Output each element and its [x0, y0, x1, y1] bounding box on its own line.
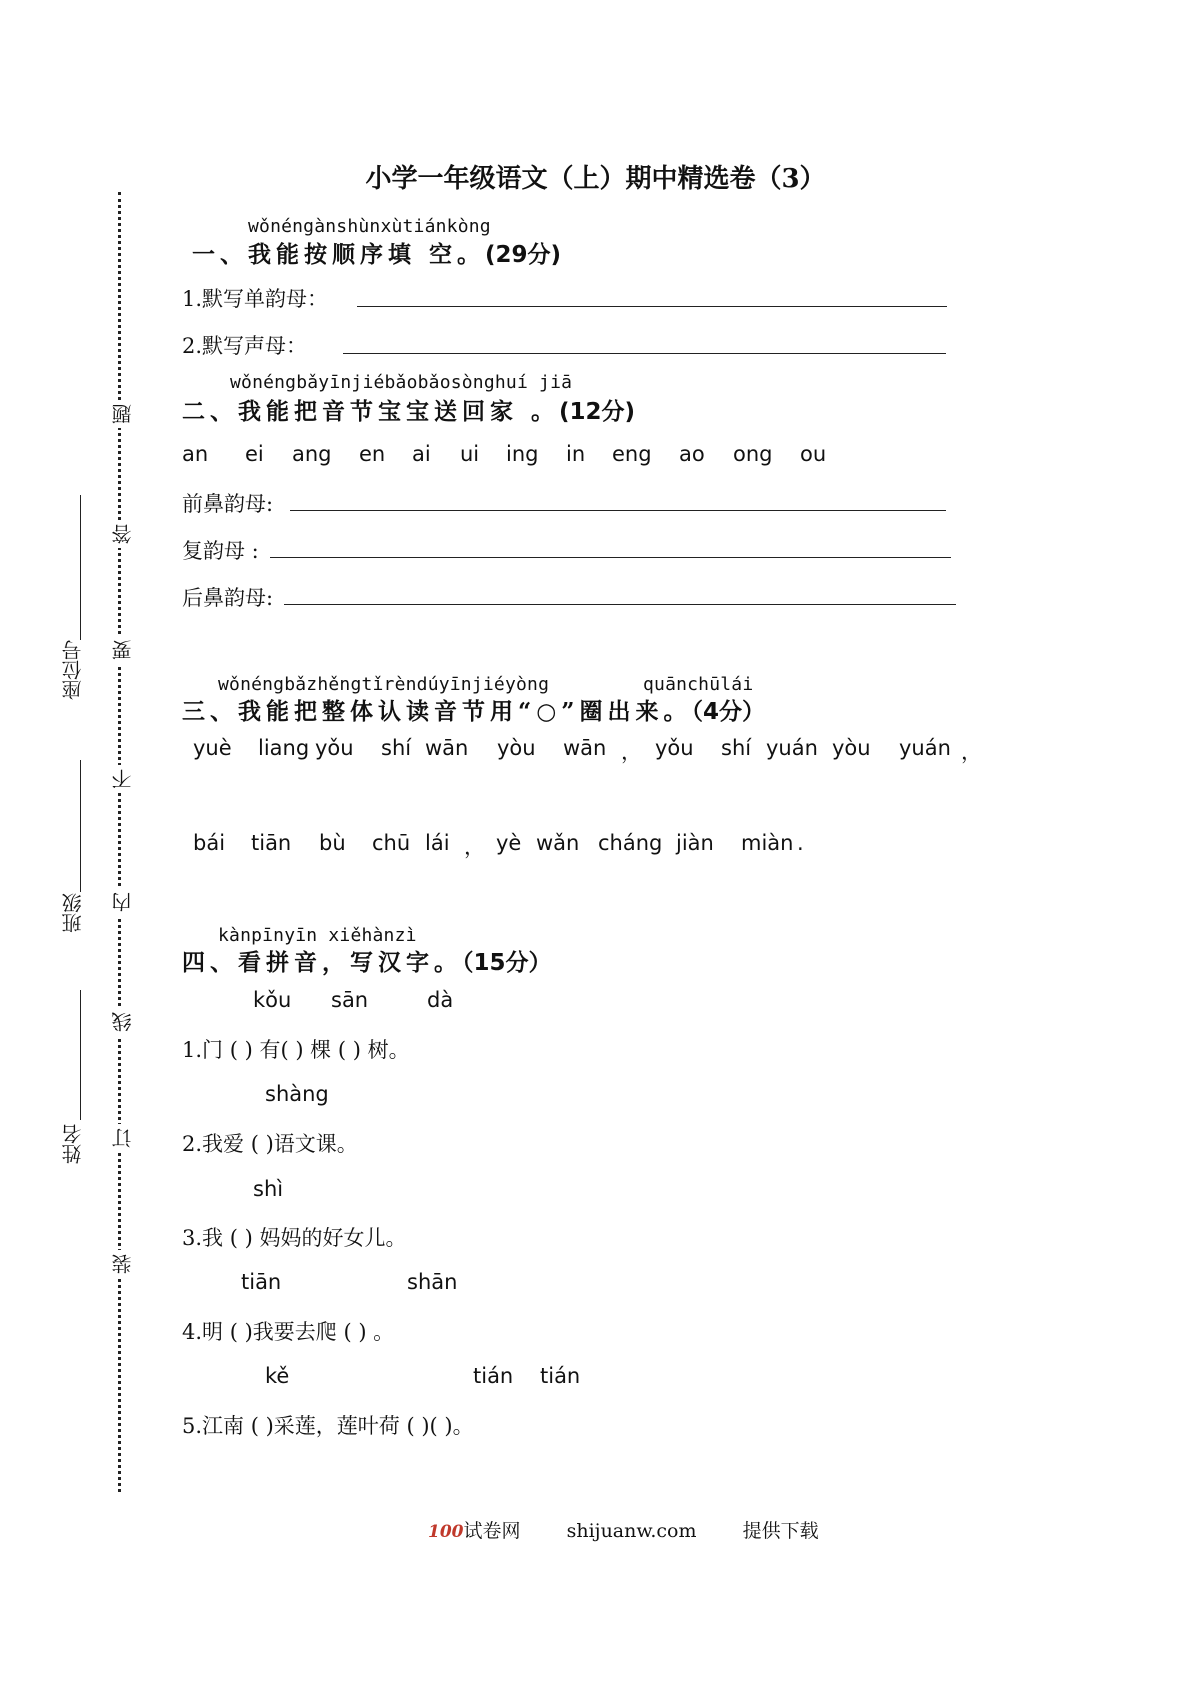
margin-char: 题 [108, 400, 137, 428]
s3-syllable[interactable]: yòu [832, 736, 871, 760]
margin-char: 答 [108, 520, 137, 548]
margin-char: 要 [108, 636, 137, 664]
class-label: 班级 [61, 893, 85, 933]
s3-syllable[interactable]: miàn [741, 831, 794, 855]
s3-syllable[interactable]: yǒu [315, 736, 354, 760]
q3-pinyin: shì [253, 1177, 284, 1201]
footer-note: 提供下载 [742, 1520, 819, 1542]
name-label: 姓名 [61, 1124, 85, 1164]
name-line [80, 990, 81, 1120]
q1-pinyin-1: kǒu [253, 988, 292, 1012]
section4-pinyin: kànpīnyīn xiěhànzì [218, 925, 417, 946]
s3-syllable[interactable]: chū [372, 831, 411, 855]
s3-syllable[interactable]: lái [425, 831, 450, 855]
final-ing: ing [506, 442, 539, 466]
s3-syllable[interactable]: wān [563, 736, 607, 760]
section1-title: 一、我能按顺序填 空。 [192, 241, 486, 268]
section2-heading [182, 393, 635, 426]
site-logo: 100 [428, 1522, 464, 1542]
s2-item-1-blank[interactable] [290, 510, 946, 511]
section4-score: （15分） [462, 950, 552, 976]
final-ei: ei [245, 442, 264, 466]
final-eng: eng [612, 442, 652, 466]
s3-syllable[interactable]: shí [721, 736, 752, 760]
final-ao: ao [679, 442, 705, 466]
final-en: en [359, 442, 386, 466]
s3-syllable[interactable]: yuè [193, 736, 232, 760]
q2-pinyin: shàng [265, 1082, 329, 1106]
q5-pinyin-1: kě [265, 1364, 290, 1388]
s3-syllable[interactable]: shí [381, 736, 412, 760]
binding-dotted-line [118, 192, 121, 1492]
section1-pinyin: wǒnéngànshùnxùtiánkòng [248, 216, 491, 237]
q5-pinyin-2: tián [473, 1364, 514, 1388]
section4-heading [182, 944, 552, 977]
q1-pinyin-2: sān [331, 988, 369, 1012]
section3-pinyin-2: quānchūlái [643, 674, 754, 695]
section2-pinyin: wǒnéngbǎyīnjiébǎobǎosònghuí jiā [230, 372, 573, 393]
question-4[interactable]: 4.明 ( )我要去爬 ( ) 。 [182, 1320, 395, 1344]
final-ou: ou [800, 442, 827, 466]
section3-score: （4分） [691, 699, 766, 725]
s3-syllable[interactable]: jiàn [676, 831, 714, 855]
section3-pinyin: wǒnéngbǎzhěngtǐrèndúyīnjiéyòng [218, 674, 550, 695]
section2-title: 二、我能把音节宝宝送回家 。 [182, 398, 560, 425]
q5-pinyin-3: tián [540, 1364, 581, 1388]
final-in: in [566, 442, 586, 466]
s3-syllable[interactable]: liang [258, 736, 310, 760]
question-3[interactable]: 3.我 ( ) 妈妈的好女儿。 [182, 1226, 407, 1250]
final-ui: ui [460, 442, 480, 466]
section3-heading [182, 693, 765, 726]
final-ang: ang [292, 442, 332, 466]
s1-item-1-label: 1.默写单韵母： [182, 287, 329, 311]
s3-syllable[interactable]: yè [496, 831, 522, 855]
s3-syllable[interactable]: yòu [497, 736, 536, 760]
margin-char: 内 [108, 888, 137, 916]
section4-title: 四、看拼音，写汉字。 [182, 949, 462, 976]
section1-score: (29分) [485, 242, 562, 268]
section1-heading [192, 236, 561, 269]
s1-item-1-blank[interactable] [357, 306, 947, 307]
s2-item-3-blank[interactable] [284, 604, 956, 605]
s3-punct: ， [961, 740, 982, 764]
section2-score: (12分) [559, 399, 636, 425]
s2-item-2-label: 复韵母 : [182, 539, 259, 563]
footer [428, 1516, 819, 1543]
s1-item-2-blank[interactable] [343, 353, 946, 354]
final-an: an [182, 442, 209, 466]
class-line [80, 760, 81, 892]
s3-syllable[interactable]: tiān [251, 831, 292, 855]
s2-item-2-blank[interactable] [270, 557, 951, 558]
final-ong: ong [733, 442, 773, 466]
section3-title: 三、我能把整体认读音节用“○”圈出来。 [182, 698, 692, 725]
margin-char: 线 [108, 1008, 137, 1036]
s3-syllable[interactable]: bù [319, 831, 346, 855]
seat-number-line [80, 495, 81, 640]
margin-char: 装 [108, 1250, 137, 1278]
final-ai: ai [412, 442, 431, 466]
seat-number-label: 座位号 [61, 640, 85, 700]
s3-syllable[interactable]: cháng [598, 831, 663, 855]
q4-pinyin-2: shān [407, 1270, 458, 1294]
footer-site-url[interactable]: shijuanw.com [566, 1520, 697, 1542]
question-2[interactable]: 2.我爱 ( )语文课。 [182, 1132, 358, 1156]
q1-pinyin-3: dà [427, 988, 454, 1012]
q4-pinyin-1: tiān [241, 1270, 282, 1294]
s3-syllable[interactable]: yuán [766, 736, 818, 760]
s3-syllable[interactable]: yuán [899, 736, 951, 760]
margin-char: 不 [108, 765, 137, 793]
footer-site-cn: 试卷网 [463, 1520, 521, 1542]
s3-syllable[interactable]: wān [425, 736, 469, 760]
s3-punct: ， [464, 835, 485, 859]
s3-syllable[interactable]: yǒu [655, 736, 694, 760]
s3-punct: ， [621, 740, 642, 764]
s3-syllable[interactable]: bái [193, 831, 226, 855]
s2-item-1-label: 前鼻韵母: [182, 492, 274, 516]
page-title: 小学一年级语文（上）期中精选卷（3） [365, 164, 826, 194]
s1-item-2-label: 2.默写声母： [182, 334, 308, 358]
s3-syllable[interactable]: wǎn [536, 831, 580, 855]
margin-char: 订 [108, 1124, 137, 1152]
s2-item-3-label: 后鼻韵母: [182, 586, 274, 610]
question-5[interactable]: 5.江南 ( )采莲，莲叶荷 ( )( )。 [182, 1414, 474, 1438]
s3-punct: . [797, 831, 804, 855]
question-1[interactable]: 1.门 ( ) 有( ) 棵 ( ) 树。 [182, 1038, 410, 1062]
